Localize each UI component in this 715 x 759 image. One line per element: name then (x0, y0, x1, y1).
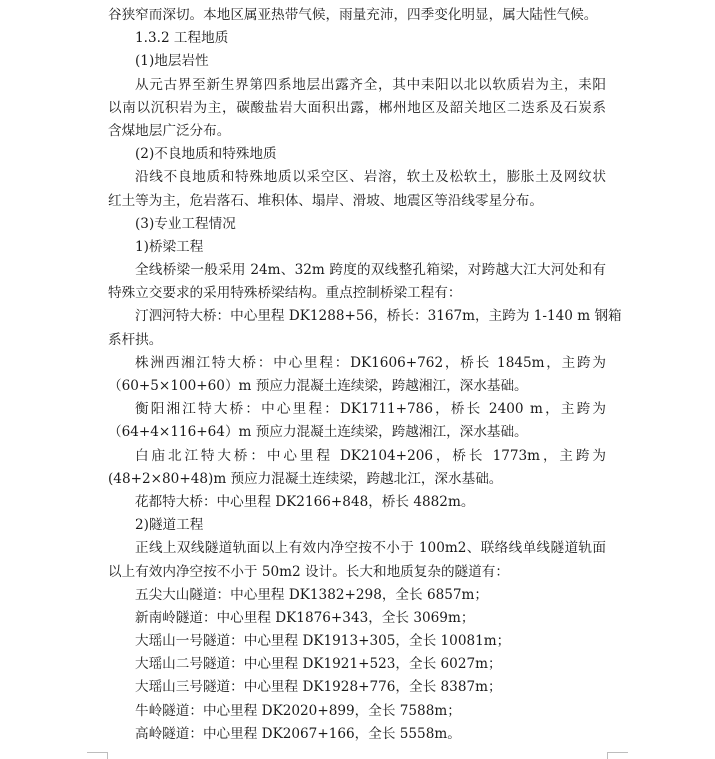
text-line: 衡阳湘江特大桥：中心里程：DK1711+786，桥长 2400 m，主跨为 (135, 401, 606, 418)
crop-mark-bottom-left-horizontal (87, 752, 108, 753)
text-line: 大瑶山三号隧道：中心里程 DK1928+776，全长 8387m； (135, 679, 502, 696)
text-line: 五尖大山隧道：中心里程 DK1382+298，全长 6857m； (135, 586, 489, 603)
text-line: 新南岭隧道：中心里程 DK1876+343，全长 3069m； (135, 609, 475, 626)
text-line: (2)不良地质和特殊地质 (135, 146, 277, 163)
text-line: 大瑶山二号隧道：中心里程 DK1921+523，全长 6027m； (135, 656, 502, 673)
text-line: (3)专业工程情况 (135, 215, 236, 232)
text-line: 全线桥梁一般采用 24m、32m 跨度的双线整孔箱梁，对跨越大江大河处和有 (135, 262, 606, 279)
text-line: 汀泗河特大桥：中心里程 DK1288+56，桥长：3167m，主跨为 1-140 m 钢箱 (135, 308, 622, 325)
text-line: 高岭隧道：中心里程 DK2067+166，全长 5558m。 (135, 725, 461, 742)
text-line: 正线上双线隧道轨面以上有效内净空按不小于 100m2、联络线单线隧道轨面 (135, 540, 606, 557)
document-body (108, 4, 622, 746)
text-line: 沿线不良地质和特殊地质以采空区、岩溶，软土及松软土，膨胀土及网纹状 (135, 169, 606, 186)
text-line: 含煤地层广泛分布。 (108, 122, 231, 139)
text-line: 以南以沉积岩为主，碳酸盐岩大面积出露，郴州地区及韶关地区二迭系及石炭系 (108, 99, 606, 116)
text-line: 大瑶山一号隧道：中心里程 DK1913+305，全长 10081m； (135, 633, 511, 650)
text-line: 2)隧道工程 (135, 517, 204, 534)
text-line: （60+5×100+60）m 预应力混凝土连续梁，跨越湘江，深水基础。 (108, 378, 528, 394)
text-line: （64+4×116+64）m 预应力混凝土连续梁，跨越湘江，深水基础。 (108, 424, 528, 441)
text-line: 以上有效内净空按不小于 50m2 设计。长大和地质复杂的隧道有： (108, 563, 509, 580)
text-line: 系杆拱。 (108, 331, 163, 348)
text-line: 株洲西湘江特大桥：中心里程：DK1606+762，桥长 1845m，主跨为 (135, 354, 606, 371)
crop-mark-bottom-left-vertical (107, 752, 108, 759)
crop-mark-bottom-right-vertical (607, 752, 608, 759)
text-line: 从元古界至新生界第四系地层出露齐全，其中耒阳以北以软质岩为主，耒阳 (135, 76, 606, 93)
text-line: (48+2×80+48)m 预应力混凝土连续梁，跨越北江，深水基础。 (108, 470, 503, 487)
text-line: 1)桥梁工程 (135, 238, 204, 255)
text-line: 白庙北江特大桥：中心里程 DK2104+206，桥长 1773m，主跨为 (135, 447, 606, 464)
text-line: 谷狭窄而深切。本地区属亚热带气候，雨量充沛，四季变化明显，属大陆性气候。 (108, 7, 598, 23)
text-line: (1)地层岩性 (135, 53, 209, 70)
text-line: 花都特大桥：中心里程 DK2166+848，桥长 4882m。 (135, 493, 475, 510)
text-line: 1.3.2 工程地质 (135, 30, 229, 47)
text-line: 特殊立交要求的采用特殊桥梁结构。重点控制桥梁工程有： (108, 285, 462, 302)
text-line: 红土等为主，危岩落石、堆积体、塌岸、滑坡、地震区等沿线零星分布。 (108, 192, 543, 209)
crop-mark-bottom-right-horizontal (607, 752, 628, 753)
text-line: 牛岭隧道：中心里程 DK2020+899，全长 7588m； (135, 702, 461, 719)
